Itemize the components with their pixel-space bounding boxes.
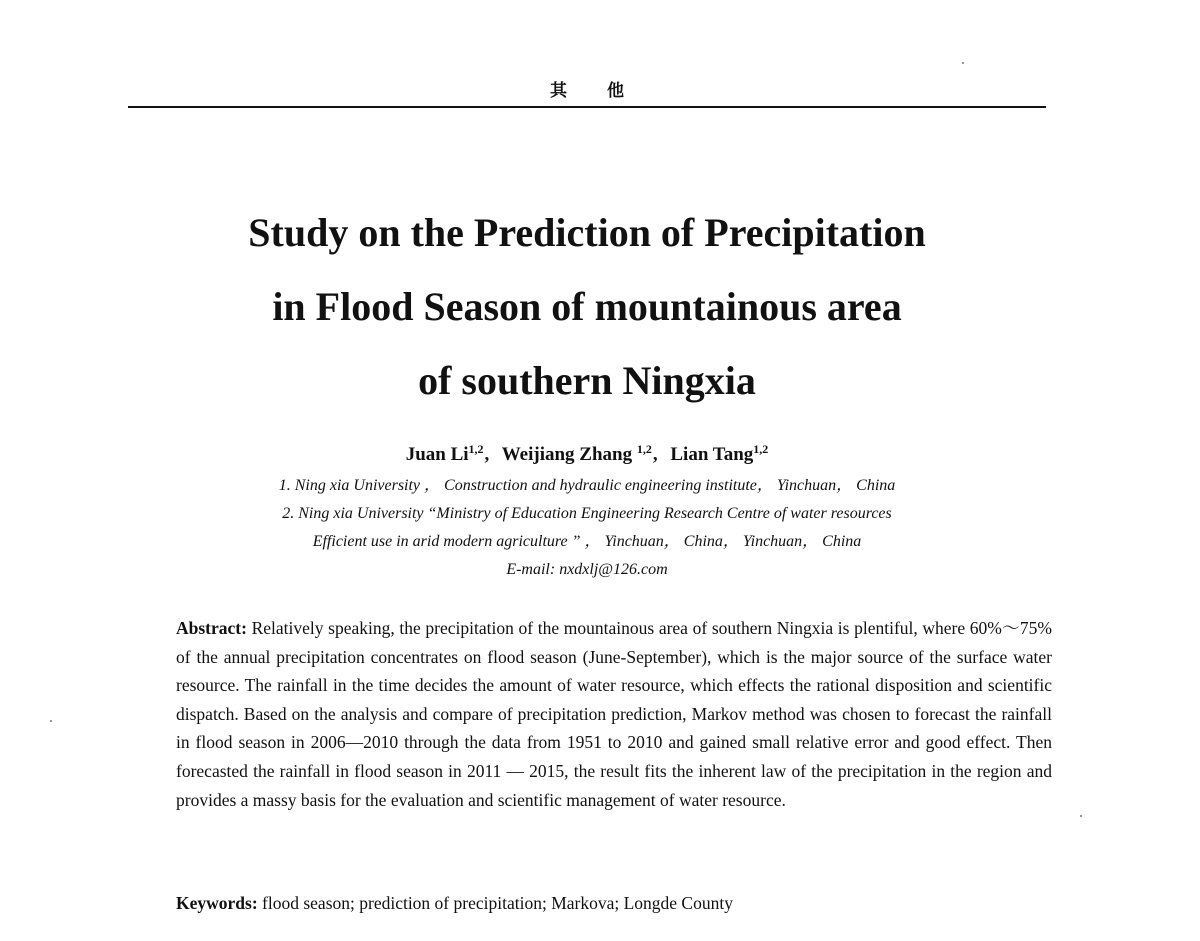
affiliations	[128, 472, 1046, 584]
scan-speck	[962, 62, 964, 64]
running-header: 其他	[550, 81, 664, 101]
title-line-3: of southern Ningxia	[418, 358, 756, 403]
author-separator: ,	[484, 444, 490, 465]
affiliation-1: 1. Ning xia University ， Construction and hydraulic engineering institute， Yinchuan， China	[278, 477, 896, 494]
author-name: Juan Li	[405, 444, 469, 465]
affiliation-2-cont: Efficient use in arid modern agriculture ” ， Yinchuan， China， Yinchuan， China	[312, 533, 862, 550]
title-line-2: in Flood Season of mountainous area	[272, 284, 902, 329]
email-line: E-mail: nxdxlj@126.com	[506, 561, 668, 578]
paper-title	[128, 196, 1046, 418]
title-line-1: Study on the Prediction of Precipitation	[248, 210, 926, 255]
author-affil-mark: 1,2	[636, 442, 652, 456]
keywords	[176, 889, 1052, 917]
abstract	[176, 614, 1052, 814]
author-name: Weijiang Zhang	[501, 444, 637, 465]
author-affil-mark: 1,2	[753, 442, 769, 456]
author-name: Lian Tang	[670, 444, 754, 465]
author-separator: ,	[652, 444, 658, 465]
header-rule	[128, 106, 1046, 108]
affiliation-2: 2. Ning xia University “Ministry of Education Engineering Research Centre of water resources	[282, 505, 892, 522]
author-list	[128, 442, 1046, 468]
keywords-label: Keywords:	[176, 893, 258, 913]
abstract-text: Relatively speaking, the precipitation of the mountainous area of southern Ningxia is plentiful, where 60%～75% of the annual precipitation concentrates on flood season (June-September), which is the major source of the surface water resource. The rainfall in the time decides the amount of water resource, which effects the rational disposition and scientific dispatch. Based on the analysis and compare of precipitation prediction, Markov method was chosen to forecast the rainfall in flood season in 2006—2010 through the data from 1951 to 2010 and gained small relative error and good effect. Then forecasted the rainfall in flood season in 2011 — 2015, the result fits the inherent law of the precipitation in the region and provides a massy basis for the evaluation and scientific management of water resource.	[176, 618, 1052, 810]
scan-speck	[1080, 815, 1082, 817]
keywords-text: flood season; prediction of precipitation; Markova; Longde County	[257, 893, 733, 913]
author-affil-mark: 1,2	[468, 442, 484, 456]
abstract-label: Abstract:	[176, 618, 247, 638]
scan-speck	[50, 720, 52, 722]
